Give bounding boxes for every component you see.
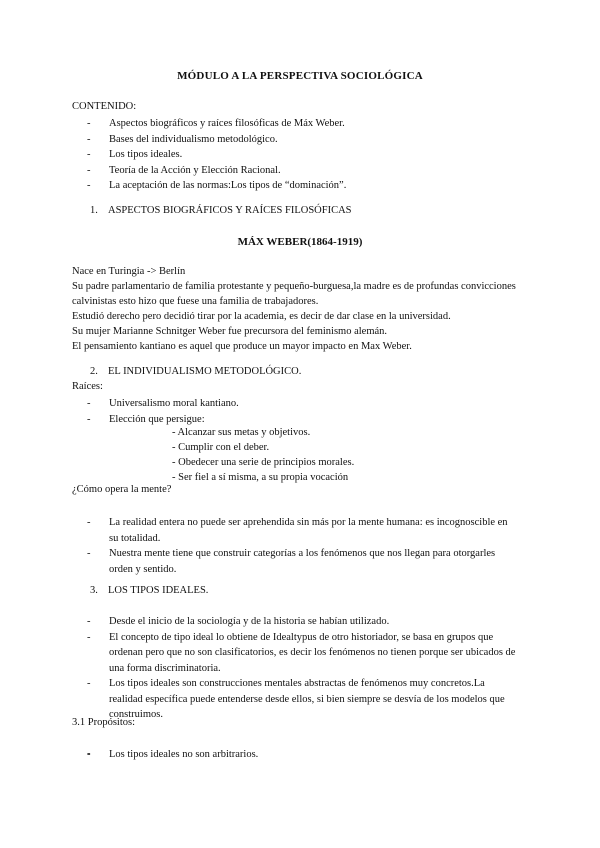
section-2-heading bbox=[90, 366, 301, 377]
list-item: - Obedecer una serie de principios morales. bbox=[172, 457, 355, 468]
list-item: - Los tipos ideales no son arbitrarios. bbox=[87, 747, 258, 763]
list-item: - Aspectos biográficos y raíces filosóficas de Máx Weber. bbox=[87, 116, 346, 132]
section-number: 1. bbox=[90, 205, 98, 216]
text-line: Estudió derecho pero decidió tirar por la academia, es decir de dar clase en la universidad. bbox=[72, 311, 451, 322]
question-line: ¿Cómo opera la mente? bbox=[72, 484, 172, 495]
eleccion-sublist bbox=[172, 425, 354, 485]
contenido-list bbox=[87, 116, 346, 194]
text-line: Nace en Turingia -> Berlín bbox=[72, 266, 186, 277]
list-item: - Nuestra mente tiene que construir categorías a los fenómenos que nos llegan para otorgarles orden y sentido. bbox=[87, 546, 517, 577]
list-item: - Teoría de la Acción y Elección Racional. bbox=[87, 163, 346, 179]
section-number: 3. bbox=[90, 585, 98, 596]
section-1-heading bbox=[90, 205, 352, 216]
raices-label: Raíces: bbox=[72, 381, 103, 392]
list-item: - Bases del individualismo metodológico. bbox=[87, 132, 346, 148]
propositos-list bbox=[87, 746, 258, 763]
section-heading-text: ASPECTOS BIOGRÁFICOS Y RAÍCES FILOSÓFICAS bbox=[108, 205, 352, 216]
propositos-label: 3.1 Propósitos: bbox=[72, 717, 136, 728]
tipos-ideales-list bbox=[87, 614, 517, 723]
section-heading-text: EL INDIVIDUALISMO METODOLÓGICO. bbox=[108, 366, 302, 377]
list-item: - Alcanzar sus metas y objetivos. bbox=[172, 427, 311, 438]
section-3-heading bbox=[90, 585, 208, 596]
list-item: - La aceptación de las normas:Los tipos de “dominación”. bbox=[87, 178, 346, 194]
list-item: - Cumplir con el deber. bbox=[172, 442, 270, 453]
text-line: Su padre parlamentario de familia protestante y pequeño-burguesa,la madre es de profundas convicciones calvinistas esto hizo que fuese una familia de trabajadores. bbox=[72, 281, 516, 307]
list-item: - Elección que persigue: bbox=[87, 412, 239, 428]
list-item: - Los tipos ideales son construcciones mentales abstractas de fenómenos muy concretos.La realidad específica puede entenderse desde ellos, si bien siempre se desvía de los modelos que construimos. bbox=[87, 676, 517, 723]
text-line: Su mujer Marianne Schnitger Weber fue precursora del feminismo alemán. bbox=[72, 326, 388, 337]
section-heading-text: LOS TIPOS IDEALES. bbox=[108, 585, 209, 596]
list-item: - Ser fiel a sí misma, a su propia vocación bbox=[172, 472, 349, 483]
mente-list bbox=[87, 515, 517, 577]
contenido-label: CONTENIDO: bbox=[72, 101, 137, 112]
biography-paragraph bbox=[72, 264, 532, 354]
list-item: - Desde el inicio de la sociología y de la historia se habían utilizado. bbox=[87, 614, 517, 630]
list-item: - La realidad entera no puede ser aprehendida sin más por la mente humana: es incognoscible en su totalidad. bbox=[87, 515, 517, 546]
text-line: El pensamiento kantiano es aquel que produce un mayor impacto en Max Weber. bbox=[72, 341, 412, 352]
list-item: - El concepto de tipo ideal lo obtiene de Idealtypus de otro historiador, se basa en grupos que ordenan pero que no son clasificatorios, es decir los fenómenos no tienen porque ser ubicados de una forma discriminatoria. bbox=[87, 630, 517, 677]
raices-list bbox=[87, 396, 239, 427]
section-number: 2. bbox=[90, 366, 98, 377]
document-title: MÓDULO A LA PERSPECTIVA SOCIOLÓGICA bbox=[177, 70, 423, 82]
weber-subtitle: MÁX WEBER(1864-1919) bbox=[237, 236, 363, 248]
list-item: - Los tipos ideales. bbox=[87, 147, 346, 163]
list-item: - Universalismo moral kantiano. bbox=[87, 396, 239, 412]
